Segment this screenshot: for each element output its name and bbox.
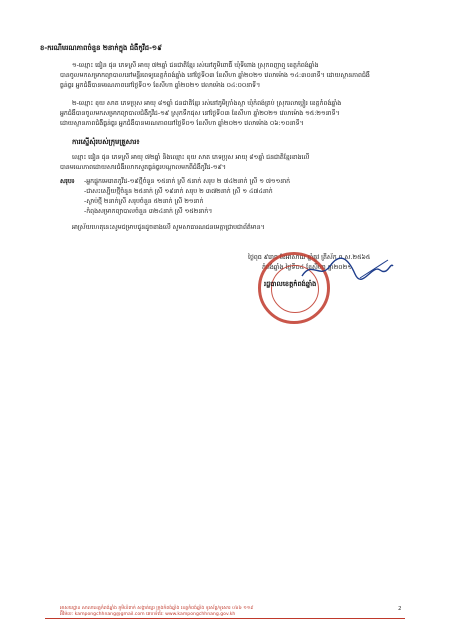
summary-line-3: -ស្លាប់ថ្មី ២នាក់ស្រី សរុបចំនួន ៥២នាក់ ស្រី ២១នាក់ bbox=[84, 198, 204, 205]
page-number: 2 bbox=[398, 606, 402, 612]
case2-line-2: អ្នកជំងឺបានចូលមកសម្រាកព្យាបាលជំងឺកូវីដ-១៩ ស្រុកទឹកផុស នៅថ្ងៃទី០៣ ខែសីហា ឆ្នាំ២០២១ វេលាម៉ោង ១៥:២១នាទី។ bbox=[60, 110, 340, 117]
case2-line-1: ២-ឈ្មោះ ខុយ សាត ភេទប្រុស អាយុ ៨១ឆ្នាំ ជនជាតិខ្មែរ រស់នៅភូមិក្រាំងស្គា ឃុំកំពង់ត្រប់ ស្រុករលាប្អៀរ ខេត្តកំពង់ឆ្នាំង bbox=[72, 100, 342, 107]
section-heading: ខ-ករណីមរណភាពចំនួន ២នាក់ក្នុង ជំងឺកូវីដ-១៩ bbox=[40, 44, 162, 52]
footer-contact: អ៊ីម៉ែល: kampongchhnang@gmail.com គេហទំព័រ: www.kampongchhnang.gov.kh bbox=[60, 612, 236, 617]
footer-divider bbox=[45, 618, 405, 619]
date-line-1: ថ្ងៃពុធ ៩រោច ខែអាសាឍ ឆ្នាំឆ្លូវ ត្រីស័ក ព.ស.២៥៦៥ bbox=[248, 254, 371, 261]
summary-line-4: -កំពុងសម្រាកព្យាបាលចំនួន ៣២៤នាក់ ស្រី ១៥២នាក់។ bbox=[84, 208, 213, 215]
summary-line-1: -អ្នកផ្ទុកមេរោគកូវីដ-១៩ថ្មីចំនួន ១៥នាក់ ស្រី ៥នាក់ សរុប ២ ៧៤២នាក់ ស្រី ១ ៧១១នាក់ bbox=[84, 178, 291, 185]
footer-address: អាសយដ្ឋាន សាលាខេត្តកំពង់ឆ្នាំង ភូមិលំពាក់ សង្កាត់ប្អេរ ក្រុងកំពង់ឆ្នាំង ខេត្តកំពង់ឆ្នាំង ទូរស័ព្ទ/ទូរសារ ០៦៦ ១១៩ bbox=[60, 606, 254, 611]
case1-line-1: ១-ឈ្មោះ ផៀន ផុន ភេទស្រី អាយុ ៧២ឆ្នាំ ជនជាតិខ្មែរ រស់នៅភូមិពោធិ៍ ឃុំទីពោង ស្រុកពញាឮ ខេត្តកំពង់ឆ្នាំង bbox=[72, 62, 319, 69]
closing-sentence: អាស្រ័យហេតុនេះសូមជម្រាបជូនដូចខាងលើ សូមសាធារណជនមេត្តាជ្រាបជាព័ត៌មាន។ bbox=[72, 224, 265, 231]
date-line-2: កំពង់ឆ្នាំង ថ្ងៃទី០៤ ខែសីហា ឆ្នាំ២០២១ bbox=[262, 264, 353, 271]
summary-label: សរុប៖ bbox=[60, 178, 75, 185]
request-line-1: ឈ្មោះ ផៀន ផុន ភេទស្រី អាយុ ៧២ឆ្នាំ និងឈ្មោះ ខុយ សាត ភេទប្រុស អាយុ ៨១ឆ្នាំ ជនជាតិខ្មែរខាងលើ bbox=[72, 154, 310, 161]
case1-line-2: បានចូលមកសម្រាកព្យាបាលនៅមន្ទីរពេទ្យខេត្តកំពង់ឆ្នាំង នៅថ្ងៃទី០៣ ខែសីហា ឆ្នាំ២០២១ វេលាម៉ោង ១៤:៣០នាទី។ ដោយស្ថានភាពជំងឺ bbox=[60, 72, 370, 79]
case1-line-3: ធ្ងន់ធ្ងរ អ្នកជំងឺបានមរណភាពនៅថ្ងៃទី០១ ខែសីហា ឆ្នាំ២០២១ វេលាម៉ោង ០៤:០០នាទី។ bbox=[60, 82, 261, 89]
signatory-title: រដ្ឋបាលខេត្តកំពង់ឆ្នាំង bbox=[264, 280, 317, 288]
family-request-title: ការស្នើសុំរបស់ក្រុមគ្រួសារ៖ bbox=[72, 138, 140, 146]
case2-line-3: ដោយស្ថានភាពជំងឺធ្ងន់ធ្ងរ អ្នកជំងឺបានមរណភាពនៅថ្ងៃទី០១ ខែសីហា ឆ្នាំ២០២១ វេលាម៉ោង ០៦:១០នាទី។ bbox=[60, 120, 304, 127]
request-line-2: បានមរណភាពដោយសារជំងឺរលាកសួតធ្ងន់ធ្ងរបណ្តាលមកពីជំងឺកូវីដ-១៩។ bbox=[60, 164, 226, 171]
summary-line-2: -ជាសះស្បើយថ្មីចំនួន ២៥នាក់ ស្រី ១៩នាក់ សរុប ២ ៣៧២នាក់ ស្រី ១ ៤៧៤នាក់ bbox=[84, 188, 273, 195]
